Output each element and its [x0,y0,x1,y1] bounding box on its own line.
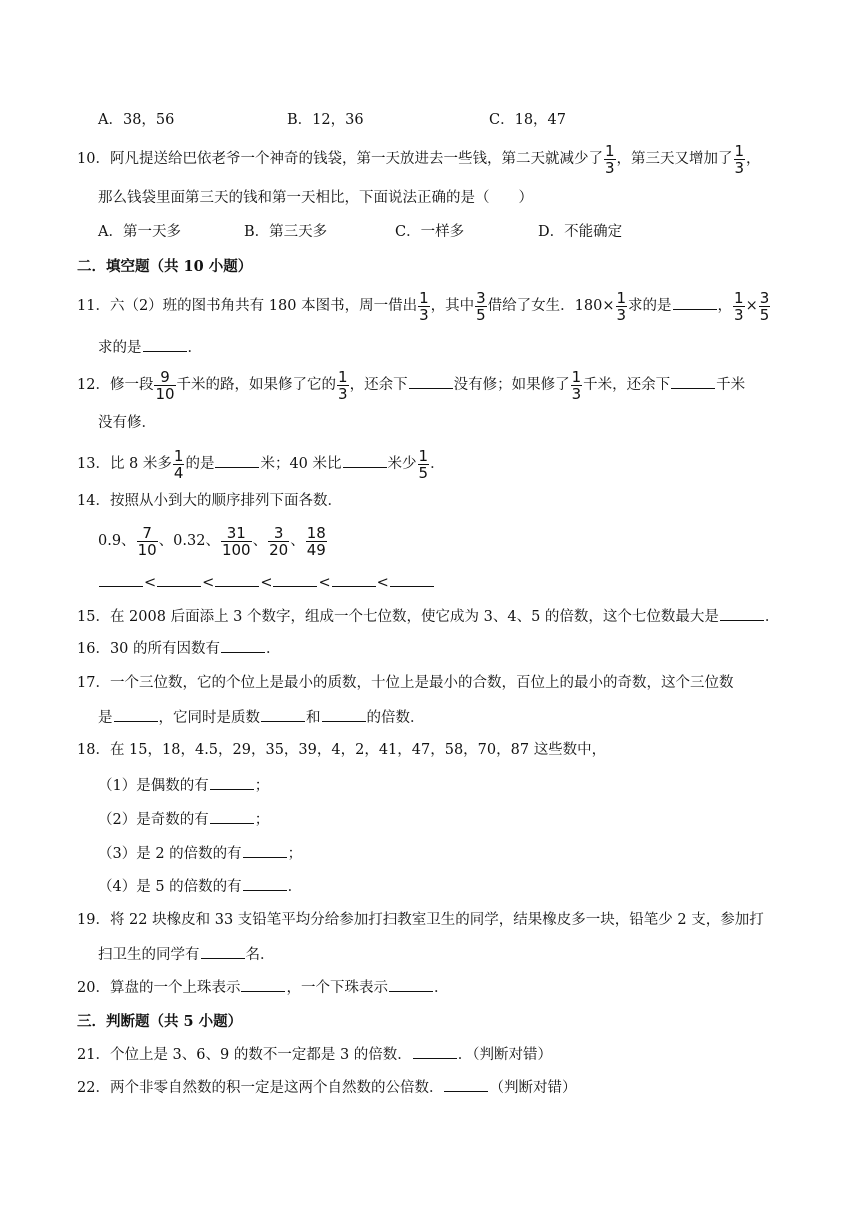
answer-blank[interactable] [673,295,717,310]
answer-blank[interactable] [215,572,259,587]
answer-blank[interactable] [221,638,265,653]
fraction-numerator: 18 [306,523,326,542]
q20-number: 20． [77,980,110,996]
answer-blank[interactable] [215,453,259,468]
answer-blank[interactable] [671,374,715,389]
answer-blank[interactable] [273,572,317,587]
q20-text-2: ，一个下珠表示 [286,980,388,996]
fraction-one-third [571,369,583,402]
q19-end: 名． [245,947,275,963]
answer-blank[interactable] [261,707,305,722]
answer-blank[interactable] [390,572,434,587]
fraction-18-49 [306,525,327,558]
q13-end: ． [430,456,445,472]
fraction-numerator: 1 [338,367,348,386]
answer-blank[interactable] [243,843,287,858]
answer-blank[interactable] [210,809,254,824]
q15-text: 在 2008 后面添上 3 个数字，组成一个七位数，使它成为 3、4、5 的倍数，这个七位数最大是 [109,609,719,625]
q17-number: 17． [77,675,110,691]
fraction-one-third [604,143,616,176]
q11-text-5: ， [717,298,733,314]
fraction-numerator: 31 [226,523,246,542]
fraction-numerator: 1 [173,446,184,465]
q18-end: ． [287,879,303,895]
q21-text: 个位上是 3、6、9 的数不一定都是 3 的倍数． [109,1047,412,1063]
q11-end: ． [187,340,202,356]
q12-line1 [77,365,745,405]
q10-text-2: ，第三天又增加了 [616,151,733,167]
q19-line2 [98,944,275,965]
fraction-one-third [616,290,628,323]
fraction-denominator: 3 [604,158,615,177]
fraction-numerator: 1 [616,288,627,307]
fraction-denominator: 100 [221,540,251,559]
q14-number: 14． [77,493,110,509]
q10-option-c: C．一样多 [395,224,465,240]
q17-line2 [98,707,425,728]
q15-line [77,606,779,627]
q12-text-2: 千米的路，如果修了它的 [176,377,337,393]
answer-blank[interactable] [114,707,158,722]
less-than: < [202,575,215,591]
q18-sub4 [98,876,302,897]
q21-number: 21． [77,1047,110,1063]
fraction-denominator: 3 [571,384,582,403]
q16-number: 16． [77,641,110,657]
fraction-one-fifth [418,448,430,481]
q10-option-b: B．第三天多 [244,224,328,240]
q10-text-3: ， [746,151,761,167]
fraction-one-third [418,290,430,323]
q9-option-b: B．12，36 [287,112,364,128]
fraction-numerator: 7 [142,523,152,542]
fraction-denominator: 49 [306,540,326,559]
semicolon: ； [254,778,270,794]
q12-text-5: 千米，还余下 [583,377,671,393]
fraction-denominator: 5 [476,305,486,324]
fraction-numerator: 1 [418,446,429,465]
q18-sub2-text: （2）是奇数的有 [98,812,209,828]
q13-text-3: 米；40 米比 [260,456,342,472]
fraction-numerator: 9 [160,367,170,386]
q11-text-2: ，其中 [430,298,475,314]
fraction-one-third [734,143,746,176]
fraction-three-fifths [759,290,771,323]
q12-line2: 没有修． [98,415,156,431]
q18-sub1-text: （1）是偶数的有 [98,778,209,794]
fraction-numerator: 1 [734,141,745,160]
q22-end: （判断对错） [489,1080,577,1096]
fraction-one-third [337,369,349,402]
q9-option-a: A．38，56 [98,112,175,128]
q19-line1 [77,910,764,930]
q10-option-d: D．不能确定 [538,224,623,240]
fraction-denominator: 10 [155,384,175,403]
fraction-numerator: 1 [604,141,615,160]
section-heading-true-false: 三．判断题（共 5 小题） [77,1013,243,1030]
q17-text-3: 和 [306,710,321,726]
less-than: < [144,575,157,591]
q21-end: ．（判断对错） [457,1047,553,1063]
fraction-numerator: 1 [419,288,429,307]
q18-number: 18． [77,742,110,758]
q20-text-1: 算盘的一个上珠表示 [109,980,241,996]
q12-text-6: 千米 [716,377,746,393]
q11-text-4: 求的是 [628,298,672,314]
fraction-seven-tenths [137,525,158,558]
fraction-three-fifths [475,290,487,323]
answer-blank[interactable] [157,572,201,587]
q17-text-1: 是 [98,710,113,726]
q17-text-2: ，它同时是质数 [158,710,260,726]
answer-blank[interactable] [201,944,245,959]
fraction-numerator: 1 [734,288,744,307]
q19-text: 将 22 块橡皮和 33 支铅笔平均分给参加打扫教室卫生的同学，结果橡皮多一块，铅笔少 2 支，参加打 [109,912,764,928]
less-than: < [260,575,273,591]
answer-blank[interactable] [243,876,287,891]
q11-number: 11． [77,298,110,314]
fraction-3-20 [268,525,289,558]
q12-number: 12． [77,377,110,393]
fraction-nine-tenths [154,369,175,402]
fraction-one-fourth [173,448,185,481]
q19-number: 19． [77,912,110,928]
q10-option-a: A．第一天多 [98,224,181,240]
q15-number: 15． [77,609,110,625]
q19-line2-text: 扫卫生的同学有 [98,947,200,963]
fraction-numerator: 3 [759,288,770,307]
answer-blank[interactable] [210,775,254,790]
q12-text-1: 修一段 [109,377,154,393]
less-than: < [376,575,389,591]
q22-line [77,1077,576,1098]
answer-blank[interactable] [241,977,285,992]
fraction-denominator: 3 [734,158,745,177]
q18-sub4-text: （4）是 5 的倍数的有 [98,879,242,895]
q14-numbers [98,521,328,561]
q12-text-3: ，还余下 [349,377,408,393]
q18-line1 [77,740,606,760]
answer-blank[interactable] [413,1044,457,1059]
q18-sub3 [98,843,302,864]
fraction-denominator: 10 [137,540,157,559]
fraction-denominator: 20 [269,540,289,559]
q18-text: 在 15，18，4.5，29，35，39，4，2，41，47，58，70，87 这些数中， [109,742,607,758]
q13-line [77,444,445,484]
q12-text-4: 没有修；如果修了 [453,377,570,393]
semicolon: ； [287,846,303,862]
q13-text-4: 米少 [387,456,417,472]
q10-number: 10． [77,151,110,167]
answer-blank[interactable] [389,977,433,992]
q15-end: ． [764,609,780,625]
q11-text-6: × [745,298,758,314]
separator: 、 [252,533,268,549]
q13-text-1: 比 8 米多 [109,456,172,472]
fraction-numerator: 3 [273,523,284,542]
semicolon: ； [254,812,270,828]
q11-line2-text: 求的是 [98,340,142,356]
fraction-denominator: 3 [338,384,348,403]
q22-text: 两个非零自然数的积一定是这两个自然数的公倍数． [109,1080,444,1096]
q10-line2: 那么钱袋里面第三天的钱和第一天相比，下面说法正确的是（ ） [98,190,533,206]
q11-line2 [98,337,202,358]
q18-sub2 [98,809,269,830]
fraction-denominator: 3 [419,305,429,324]
fraction-denominator: 5 [418,463,429,482]
q16-text: 30 的所有因数有 [109,641,221,657]
q11-text-3: 借给了女生．180× [487,298,615,314]
answer-blank[interactable] [99,572,143,587]
answer-blank[interactable] [720,606,764,621]
fraction-denominator: 3 [734,305,744,324]
q18-sub3-text: （3）是 2 的倍数的有 [98,846,242,862]
q13-text-2: 的是 [185,456,215,472]
section-heading-fill-in: 二．填空题（共 10 小题） [77,258,253,275]
q16-line [77,638,281,659]
fraction-denominator: 3 [616,305,627,324]
q9-option-c: C．18，47 [489,112,566,128]
separator: 、 [158,533,174,549]
fraction-31-100 [221,525,252,558]
q14-text: 按照从小到大的顺序排列下面各数． [109,493,342,509]
q14-ordering-blanks [98,572,435,593]
q17-line1 [77,673,733,693]
q20-end: ． [433,980,449,996]
answer-blank[interactable] [322,707,366,722]
answer-blank[interactable] [332,572,376,587]
q13-number: 13． [77,456,110,472]
q17-text-4: 的倍数． [366,710,425,726]
fraction-numerator: 1 [571,367,582,386]
q22-number: 22． [77,1080,110,1096]
fraction-one-third [733,290,745,323]
answer-blank[interactable] [343,453,387,468]
answer-blank[interactable] [409,374,453,389]
fraction-denominator: 5 [759,305,770,324]
answer-blank[interactable] [444,1077,488,1092]
less-than: < [318,575,331,591]
q10-text-1: 阿凡提送给巴依老爷一个神奇的钱袋，第一天放进去一些钱，第二天就减少了 [109,151,603,167]
separator: 、 [290,533,305,549]
q21-line [77,1044,552,1065]
q14-number-3: 0.32、 [173,533,220,549]
q14-line1 [77,491,342,511]
q10-line1 [77,142,761,176]
q11-text-1: 六（2）班的图书角共有 180 本图书，周一借出 [109,298,418,314]
q14-number-1: 0.9、 [98,533,136,549]
q16-end: ． [266,641,281,657]
q17-text: 一个三位数，它的个位上是最小的质数，十位上是最小的合数，百位上的最小的奇数，这个三位数 [109,675,734,691]
fraction-numerator: 3 [476,288,486,307]
q20-line [77,977,448,998]
answer-blank[interactable] [143,337,187,352]
q11-line1 [77,286,771,326]
fraction-denominator: 4 [173,463,184,482]
q18-sub1 [98,775,269,796]
